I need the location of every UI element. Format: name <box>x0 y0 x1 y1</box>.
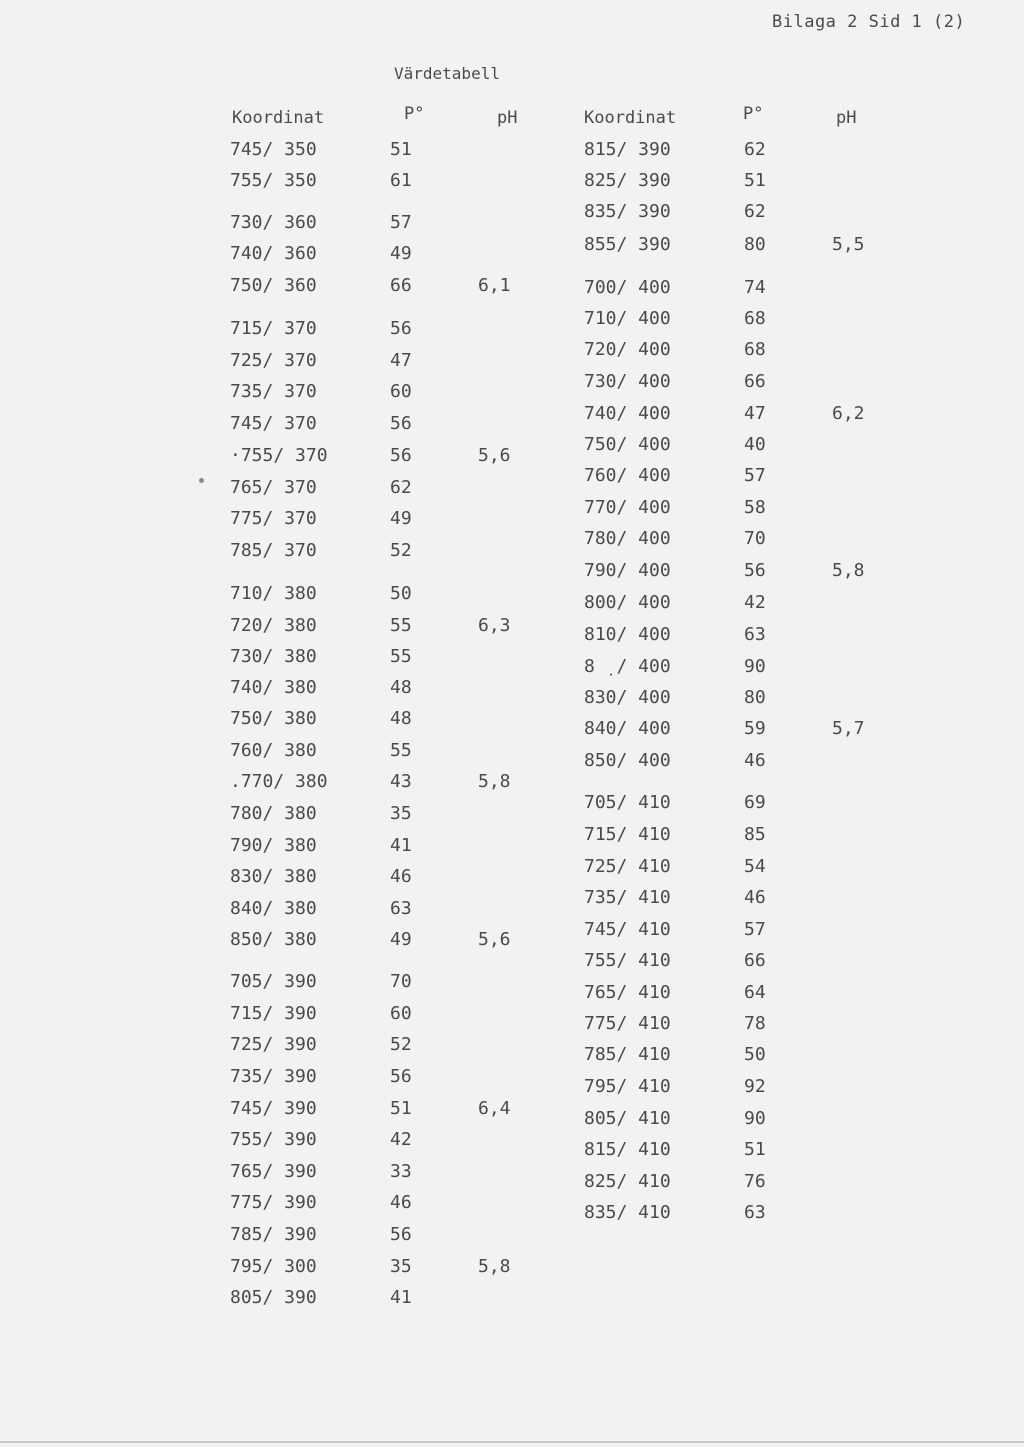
coordinate-cell: 745/ 370 <box>230 413 317 434</box>
right-table-row <box>584 718 904 742</box>
left-header-p: P° <box>404 104 425 124</box>
table-title: Värdetabell <box>394 64 500 83</box>
coordinate-cell: 740/ 360 <box>230 243 317 264</box>
right-table-row <box>584 528 904 552</box>
coordinate-cell: 805/ 390 <box>230 1287 317 1308</box>
ph-value-cell: 5,8 <box>478 771 511 792</box>
coordinate-cell: 835/ 390 <box>584 201 671 222</box>
p-value-cell: 55 <box>390 615 412 636</box>
right-table-row <box>584 792 904 816</box>
left-table-row <box>230 615 550 639</box>
p-value-cell: 56 <box>390 445 412 466</box>
coordinate-cell: 750/ 360 <box>230 275 317 296</box>
p-value-cell: 56 <box>744 560 766 581</box>
p-value-cell: 92 <box>744 1076 766 1097</box>
p-value-cell: 90 <box>744 1108 766 1129</box>
p-value-cell: 51 <box>744 170 766 191</box>
left-table-row <box>230 540 550 564</box>
left-table-row <box>230 212 550 236</box>
p-value-cell: 66 <box>390 275 412 296</box>
coordinate-cell: .770/ 380 <box>230 771 328 792</box>
left-table-row <box>230 1003 550 1027</box>
ph-value-cell: 6,1 <box>478 275 511 296</box>
coordinate-cell: 780/ 400 <box>584 528 671 549</box>
right-table-row <box>584 1139 904 1163</box>
ph-value-cell: 5,6 <box>478 445 511 466</box>
coordinate-cell: 735/ 410 <box>584 887 671 908</box>
coordinate-cell: 750/ 380 <box>230 708 317 729</box>
right-table-row <box>584 465 904 489</box>
right-table-row <box>584 624 904 648</box>
p-value-cell: 46 <box>390 1192 412 1213</box>
p-value-cell: 57 <box>744 465 766 486</box>
right-table-row <box>584 687 904 711</box>
left-table-row <box>230 771 550 795</box>
right-table-row <box>584 170 904 194</box>
right-table-row <box>584 560 904 584</box>
coordinate-cell: 760/ 400 <box>584 465 671 486</box>
p-value-cell: 63 <box>744 1202 766 1223</box>
coordinate-cell: 765/ 410 <box>584 982 671 1003</box>
p-value-cell: 58 <box>744 497 766 518</box>
right-header-koordinat: Koordinat <box>584 108 677 128</box>
right-header-p: P° <box>743 104 764 124</box>
coordinate-cell: 830/ 400 <box>584 687 671 708</box>
left-table-row <box>230 139 550 163</box>
left-table-row <box>230 1161 550 1185</box>
left-table-row <box>230 583 550 607</box>
right-table-row <box>584 1044 904 1068</box>
ph-value-cell: 6,2 <box>832 403 865 424</box>
left-table-row <box>230 170 550 194</box>
coordinate-cell: 715/ 370 <box>230 318 317 339</box>
coordinate-cell: 745/ 390 <box>230 1098 317 1119</box>
p-value-cell: 70 <box>744 528 766 549</box>
left-table-row <box>230 708 550 732</box>
left-table-row <box>230 445 550 469</box>
right-table-row <box>584 201 904 225</box>
p-value-cell: 46 <box>390 866 412 887</box>
left-table-row <box>230 677 550 701</box>
p-value-cell: 51 <box>390 139 412 160</box>
left-table-row <box>230 477 550 501</box>
p-value-cell: 69 <box>744 792 766 813</box>
p-value-cell: 41 <box>390 1287 412 1308</box>
coordinate-cell: 775/ 390 <box>230 1192 317 1213</box>
coordinate-cell: 800/ 400 <box>584 592 671 613</box>
right-table-row <box>584 656 904 680</box>
p-value-cell: 61 <box>390 170 412 191</box>
coordinate-cell: 745/ 350 <box>230 139 317 160</box>
coordinate-cell: 725/ 410 <box>584 856 671 877</box>
p-value-cell: 48 <box>390 708 412 729</box>
p-value-cell: 60 <box>390 1003 412 1024</box>
right-table-row <box>584 403 904 427</box>
coordinate-cell: 840/ 400 <box>584 718 671 739</box>
left-table-row <box>230 898 550 922</box>
p-value-cell: 62 <box>744 201 766 222</box>
p-value-cell: 49 <box>390 508 412 529</box>
left-table-row <box>230 1224 550 1248</box>
right-table-row <box>584 982 904 1006</box>
p-value-cell: 49 <box>390 929 412 950</box>
p-value-cell: 74 <box>744 277 766 298</box>
coordinate-cell: 770/ 400 <box>584 497 671 518</box>
p-value-cell: 50 <box>744 1044 766 1065</box>
left-table-row <box>230 413 550 437</box>
coordinate-cell: 705/ 410 <box>584 792 671 813</box>
ph-value-cell: 5,8 <box>478 1256 511 1277</box>
left-table-row <box>230 381 550 405</box>
p-value-cell: 56 <box>390 1224 412 1245</box>
right-table-row <box>584 1076 904 1100</box>
coordinate-cell: 720/ 380 <box>230 615 317 636</box>
p-value-cell: 47 <box>390 350 412 371</box>
p-value-cell: 80 <box>744 234 766 255</box>
ph-value-cell: 6,4 <box>478 1098 511 1119</box>
right-table-row <box>584 592 904 616</box>
p-value-cell: 80 <box>744 687 766 708</box>
left-table-row <box>230 1256 550 1280</box>
coordinate-cell: 850/ 400 <box>584 750 671 771</box>
p-value-cell: 41 <box>390 835 412 856</box>
coordinate-cell: 700/ 400 <box>584 277 671 298</box>
ph-value-cell: 5,7 <box>832 718 865 739</box>
coordinate-cell: 725/ 370 <box>230 350 317 371</box>
p-value-cell: 50 <box>390 583 412 604</box>
p-value-cell: 66 <box>744 950 766 971</box>
coordinate-cell: 730/ 380 <box>230 646 317 667</box>
coordinate-cell: 760/ 380 <box>230 740 317 761</box>
p-value-cell: 90 <box>744 656 766 677</box>
right-table-row <box>584 750 904 774</box>
p-value-cell: 66 <box>744 371 766 392</box>
p-value-cell: 51 <box>390 1098 412 1119</box>
coordinate-cell: 830/ 380 <box>230 866 317 887</box>
left-table-row <box>230 1066 550 1090</box>
right-table-row <box>584 371 904 395</box>
p-value-cell: 64 <box>744 982 766 1003</box>
p-value-cell: 62 <box>744 139 766 160</box>
p-value-cell: 55 <box>390 740 412 761</box>
coordinate-cell: 765/ 370 <box>230 477 317 498</box>
coordinate-cell: 755/ 390 <box>230 1129 317 1150</box>
left-table-row <box>230 350 550 374</box>
left-table-row <box>230 318 550 342</box>
p-value-cell: 49 <box>390 243 412 264</box>
p-value-cell: 46 <box>744 887 766 908</box>
p-value-cell: 62 <box>390 477 412 498</box>
left-table-row <box>230 275 550 299</box>
right-table-row <box>584 139 904 163</box>
right-table-row <box>584 234 904 258</box>
right-table-row <box>584 1202 904 1226</box>
left-table-row <box>230 646 550 670</box>
coordinate-cell: 835/ 410 <box>584 1202 671 1223</box>
coordinate-cell: 795/ 300 <box>230 1256 317 1277</box>
left-header-ph: pH <box>497 108 518 128</box>
coordinate-cell: ·755/ 370 <box>230 445 328 466</box>
coordinate-cell: 715/ 390 <box>230 1003 317 1024</box>
coordinate-cell: 785/ 390 <box>230 1224 317 1245</box>
coordinate-cell: 785/ 370 <box>230 540 317 561</box>
p-value-cell: 78 <box>744 1013 766 1034</box>
coordinate-cell: 790/ 380 <box>230 835 317 856</box>
p-value-cell: 35 <box>390 803 412 824</box>
right-table-row <box>584 1108 904 1132</box>
left-table-row <box>230 508 550 532</box>
right-table-row <box>584 1171 904 1195</box>
coordinate-cell: 735/ 390 <box>230 1066 317 1087</box>
p-value-cell: 48 <box>390 677 412 698</box>
p-value-cell: 33 <box>390 1161 412 1182</box>
left-table-row <box>230 866 550 890</box>
coordinate-cell: 8 ̣ / 400 <box>584 656 671 677</box>
right-table-row <box>584 339 904 363</box>
left-table-row <box>230 929 550 953</box>
left-table-row <box>230 1034 550 1058</box>
coordinate-cell: 825/ 390 <box>584 170 671 191</box>
ph-value-cell: 5,8 <box>832 560 865 581</box>
right-table-row <box>584 824 904 848</box>
p-value-cell: 56 <box>390 1066 412 1087</box>
left-header-koordinat: Koordinat <box>232 108 325 128</box>
p-value-cell: 56 <box>390 413 412 434</box>
coordinate-cell: 815/ 390 <box>584 139 671 160</box>
p-value-cell: 35 <box>390 1256 412 1277</box>
coordinate-cell: 810/ 400 <box>584 624 671 645</box>
coordinate-cell: 840/ 380 <box>230 898 317 919</box>
coordinate-cell: 740/ 400 <box>584 403 671 424</box>
left-table-row <box>230 835 550 859</box>
p-value-cell: 63 <box>390 898 412 919</box>
coordinate-cell: 705/ 390 <box>230 971 317 992</box>
coordinate-cell: 750/ 400 <box>584 434 671 455</box>
p-value-cell: 47 <box>744 403 766 424</box>
coordinate-cell: 795/ 410 <box>584 1076 671 1097</box>
left-table-row <box>230 1129 550 1153</box>
coordinate-cell: 780/ 380 <box>230 803 317 824</box>
right-table-row <box>584 919 904 943</box>
p-value-cell: 70 <box>390 971 412 992</box>
ph-value-cell: 6,3 <box>478 615 511 636</box>
scan-speck <box>199 478 204 483</box>
p-value-cell: 59 <box>744 718 766 739</box>
coordinate-cell: 850/ 380 <box>230 929 317 950</box>
coordinate-cell: 755/ 350 <box>230 170 317 191</box>
left-table-row <box>230 1098 550 1122</box>
left-table-row <box>230 243 550 267</box>
right-table-row <box>584 1013 904 1037</box>
coordinate-cell: 790/ 400 <box>584 560 671 581</box>
p-value-cell: 42 <box>390 1129 412 1150</box>
coordinate-cell: 805/ 410 <box>584 1108 671 1129</box>
coordinate-cell: 715/ 410 <box>584 824 671 845</box>
coordinate-cell: 785/ 410 <box>584 1044 671 1065</box>
p-value-cell: 52 <box>390 1034 412 1055</box>
p-value-cell: 43 <box>390 771 412 792</box>
p-value-cell: 60 <box>390 381 412 402</box>
p-value-cell: 56 <box>390 318 412 339</box>
coordinate-cell: 855/ 390 <box>584 234 671 255</box>
right-table-row <box>584 308 904 332</box>
p-value-cell: 68 <box>744 339 766 360</box>
right-table-row <box>584 856 904 880</box>
p-value-cell: 57 <box>744 919 766 940</box>
left-table-row <box>230 740 550 764</box>
scan-edge <box>0 1441 1024 1443</box>
coordinate-cell: 775/ 370 <box>230 508 317 529</box>
p-value-cell: 76 <box>744 1171 766 1192</box>
p-value-cell: 46 <box>744 750 766 771</box>
p-value-cell: 55 <box>390 646 412 667</box>
left-table-row <box>230 1287 550 1311</box>
left-table-row <box>230 803 550 827</box>
ph-value-cell: 5,6 <box>478 929 511 950</box>
coordinate-cell: 815/ 410 <box>584 1139 671 1160</box>
right-table-row <box>584 887 904 911</box>
p-value-cell: 54 <box>744 856 766 877</box>
right-header-ph: pH <box>836 108 857 128</box>
right-table-row <box>584 434 904 458</box>
p-value-cell: 52 <box>390 540 412 561</box>
coordinate-cell: 755/ 410 <box>584 950 671 971</box>
p-value-cell: 85 <box>744 824 766 845</box>
coordinate-cell: 745/ 410 <box>584 919 671 940</box>
coordinate-cell: 730/ 400 <box>584 371 671 392</box>
left-table-row <box>230 1192 550 1216</box>
coordinate-cell: 735/ 370 <box>230 381 317 402</box>
ph-value-cell: 5,5 <box>832 234 865 255</box>
left-table-row <box>230 971 550 995</box>
coordinate-cell: 765/ 390 <box>230 1161 317 1182</box>
p-value-cell: 57 <box>390 212 412 233</box>
coordinate-cell: 825/ 410 <box>584 1171 671 1192</box>
p-value-cell: 42 <box>744 592 766 613</box>
p-value-cell: 68 <box>744 308 766 329</box>
p-value-cell: 63 <box>744 624 766 645</box>
right-table-row <box>584 497 904 521</box>
right-table-row <box>584 950 904 974</box>
p-value-cell: 40 <box>744 434 766 455</box>
attachment-reference: Bilaga 2 Sid 1 (2) <box>772 12 966 32</box>
coordinate-cell: 710/ 400 <box>584 308 671 329</box>
coordinate-cell: 730/ 360 <box>230 212 317 233</box>
coordinate-cell: 775/ 410 <box>584 1013 671 1034</box>
coordinate-cell: 725/ 390 <box>230 1034 317 1055</box>
coordinate-cell: 740/ 380 <box>230 677 317 698</box>
coordinate-cell: 710/ 380 <box>230 583 317 604</box>
p-value-cell: 51 <box>744 1139 766 1160</box>
coordinate-cell: 720/ 400 <box>584 339 671 360</box>
right-table-row <box>584 277 904 301</box>
